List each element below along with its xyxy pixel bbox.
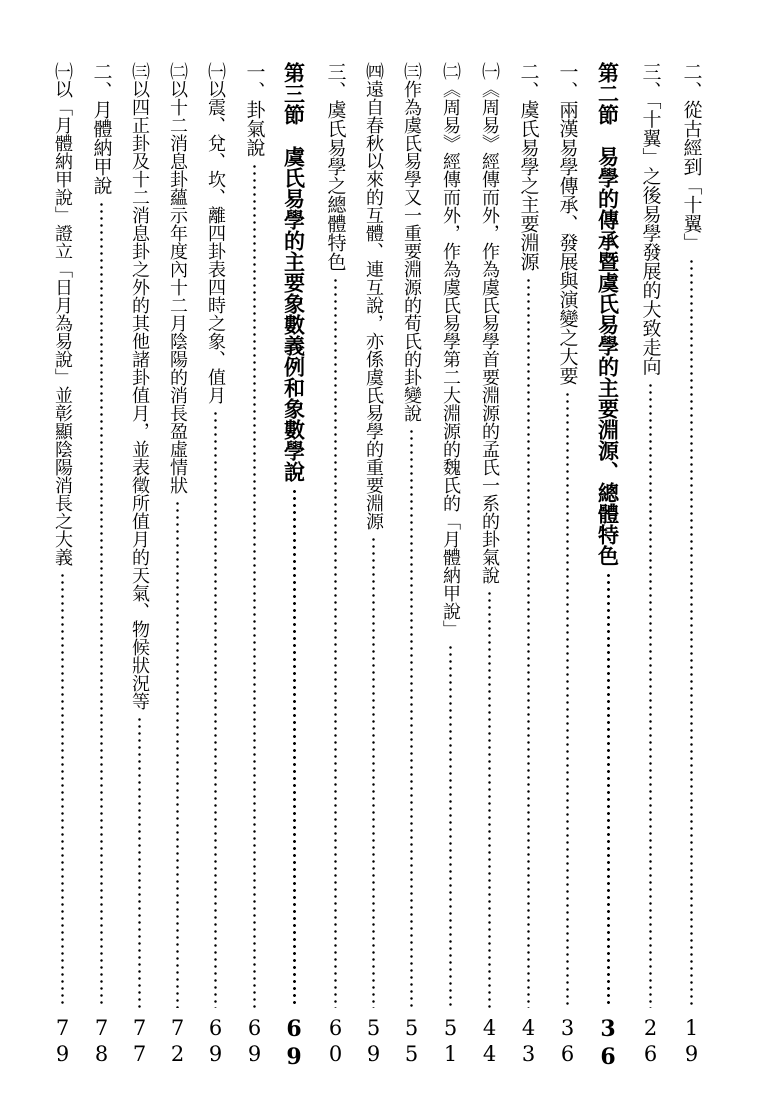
page-number: 77 — [127, 1016, 152, 1068]
entry-title: 一、兩漢易學傳承、發展與演變之大要 — [556, 62, 579, 385]
entry-title: ㈠以「月體納甲說」證立「日月為易說」並彰顯陰陽消長之大義 — [52, 62, 73, 566]
entry-title: ㈠《周易》經傳而外，作為虞氏易學首要淵源的孟氏一系的卦氣說 — [479, 62, 500, 584]
toc-section-heading-2[interactable] — [594, 62, 622, 1072]
toc-entry-17[interactable] — [49, 62, 75, 1068]
entry-title: 一、卦氣說 — [243, 62, 266, 157]
page-number: 19 — [679, 1016, 704, 1068]
toc-entry-7[interactable] — [437, 62, 463, 1068]
dot-leader — [566, 391, 569, 1008]
dot-leader — [100, 201, 103, 1008]
dot-leader — [293, 488, 296, 1008]
page-number: 60 — [323, 1016, 348, 1068]
entry-title: ㈢以四正卦及十二消息卦之外的其他諸卦值月，並表徵所值月的天氣、物候狀況等 — [129, 62, 150, 710]
page-number: 69 — [203, 1016, 228, 1068]
dot-leader — [214, 410, 217, 1008]
toc-entry-6[interactable] — [476, 62, 502, 1068]
dot-leader — [607, 572, 610, 1008]
toc-entry-13[interactable] — [202, 62, 228, 1068]
page-number: 44 — [477, 1016, 502, 1068]
page-number: 78 — [89, 1016, 114, 1068]
page-number: 69 — [281, 1016, 307, 1072]
dot-leader — [527, 277, 530, 1008]
dot-leader — [690, 258, 693, 1008]
entry-title: 三、虞氏易學之總體特色 — [324, 62, 347, 271]
entry-title: 二、虞氏易學之主要淵源 — [517, 62, 540, 271]
page-number: 36 — [555, 1016, 580, 1068]
entry-title: 二、從古經到「十翼」 — [680, 62, 703, 252]
dot-leader — [410, 428, 413, 1008]
toc-entry-9[interactable] — [360, 62, 386, 1068]
page-number: 59 — [361, 1016, 386, 1068]
page-number: 69 — [242, 1016, 267, 1068]
dot-leader — [138, 716, 141, 1008]
entry-title: 三、「十翼」之後易學發展的大致走向 — [639, 62, 662, 376]
toc-entry-15[interactable] — [126, 62, 152, 1068]
page-number: 72 — [165, 1016, 190, 1068]
toc-section-heading-3[interactable] — [280, 62, 308, 1072]
dot-leader — [649, 382, 652, 1009]
entry-title: ㈠以震、兌、坎、離四卦表四時之象、值月 — [205, 62, 226, 404]
toc-entry-16[interactable] — [88, 62, 114, 1068]
toc-entry-8[interactable] — [398, 62, 424, 1068]
entry-title: ㈡以十二消息卦蘊示年度內十二月陰陽的消長盈虛情狀 — [167, 62, 188, 494]
toc-entry-2[interactable] — [637, 62, 663, 1068]
dot-leader — [61, 572, 64, 1008]
dot-leader — [253, 163, 256, 1008]
entry-title: 二、月體納甲說 — [90, 62, 113, 195]
page-number: 51 — [438, 1016, 463, 1068]
page-number: 43 — [516, 1016, 541, 1068]
page-number: 79 — [50, 1016, 75, 1068]
page-number: 26 — [638, 1016, 663, 1068]
page-number: 36 — [595, 1016, 621, 1072]
dot-leader — [488, 590, 491, 1008]
toc-entry-10[interactable] — [322, 62, 348, 1068]
entry-title: ㈢作為虞氏易學又一重要淵源的荀氏的卦變說 — [401, 62, 422, 422]
dot-leader — [449, 644, 452, 1008]
section-title: 第三節 虞氏易學的主要象數義例和象數學說 — [281, 62, 307, 482]
dot-leader — [176, 500, 179, 1008]
toc-entry-1[interactable] — [678, 62, 704, 1068]
toc-entry-5[interactable] — [515, 62, 541, 1068]
entry-title: ㈣遠自春秋以來的互體、連互說，亦係虞氏易學的重要淵源 — [363, 62, 384, 530]
page-number: 55 — [399, 1016, 424, 1068]
toc-entry-12[interactable] — [241, 62, 267, 1068]
section-title: 第二節 易學的傳承暨虞氏易學的主要淵源、總體特色 — [595, 62, 621, 566]
dot-leader — [334, 277, 337, 1008]
toc-entry-4[interactable] — [554, 62, 580, 1068]
toc-entry-14[interactable] — [164, 62, 190, 1068]
dot-leader — [372, 536, 375, 1008]
entry-title: ㈡《周易》經傳而外，作為虞氏易學第二大淵源的魏氏的「月體納甲說」 — [440, 62, 461, 638]
